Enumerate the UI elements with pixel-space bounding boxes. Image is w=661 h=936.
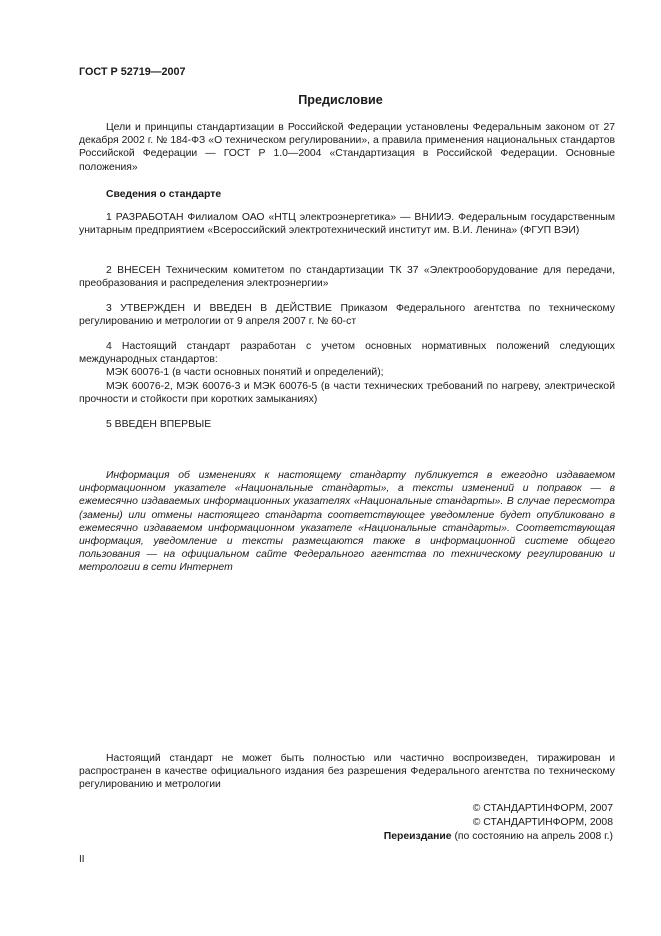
item-4-sub-2: МЭК 60076-2, МЭК 60076-3 и МЭК 60076-5 (в части технических требований по нагреву, электрической прочности и стойкости при коротких замыканиях)	[79, 380, 615, 405]
intro-text: Цели и принципы стандартизации в Российской Федерации установлены Федеральным законом от 27 декабря 2002 г. № 184-ФЗ «О техническом регулировании», а правила применения национальных стандартов Российской Федерации — ГОСТ Р 1.0—2004 «Стандартизация в Российской Федерации. Основные положения»	[79, 122, 615, 173]
item-5-text: 5 ВВЕДЕН ВПЕРВЫЕ	[106, 419, 212, 430]
item-3-text: 3 УТВЕРЖДЕН И ВВЕДЕН В ДЕЙСТВИЕ Приказом Федерального агентства по техническому регулированию и метрологии от 9 апреля 2007 г. № 60-ст	[79, 303, 615, 328]
reproduction-block	[79, 752, 615, 792]
notice-block	[79, 469, 615, 575]
item-3	[79, 302, 615, 328]
copyright-2007: © СТАНДАРТИНФОРМ, 2007	[472, 803, 613, 814]
document-id-header: ГОСТ Р 52719—2007	[79, 66, 186, 78]
item-4-sub-1: МЭК 60076-1 (в части основных понятий и определений);	[106, 367, 384, 379]
reissue-label: Переиздание	[383, 831, 452, 842]
item-2	[79, 264, 615, 290]
intro-paragraph	[79, 121, 615, 174]
item-4-text: 4 Настоящий стандарт разработан с учетом основных нормативных положений следующих международных стандартов:	[79, 341, 615, 366]
item-4	[79, 340, 615, 406]
reproduction-text: Настоящий стандарт не может быть полностью или частично воспроизведен, тиражирован и распространен в качестве официального издания без разрешения Федерального агентства по техническому регулированию и метрологии	[79, 753, 615, 791]
notice-text: Информация об изменениях к настоящему стандарту публикуется в ежегодно издаваемом информационном указателе «Национальные стандарты», а тексты изменений и поправок — в ежемесячно издаваемых информационных указателях «Национальные стандарты». В случае пересмотра (замены) или отмены настоящего стандарта соответствующее уведомление будет опубликовано в ежемесячно издаваемом информационном указателе «Национальные стандарты». Соответствующая информация, уведомление и тексты размещаются также в информационной системе общего пользования — на официальном сайте Федерального агентства по техническому регулированию и метрологии в сети Интернет	[79, 470, 615, 574]
page-number: II	[79, 854, 85, 865]
item-1-text: 1 РАЗРАБОТАН Филиалом ОАО «НТЦ электроэнергетика» — ВНИИЭ. Федеральным государственным унитарным предприятием «Всероссийский электротехнический институт им. В.И. Ленина» (ФГУП ВЭИ)	[79, 212, 615, 237]
page-title: Предисловие	[298, 93, 383, 107]
item-5	[79, 418, 615, 431]
reissue-note: (по состоянию на апрель 2008 г.)	[454, 831, 613, 842]
reissue-line	[384, 830, 613, 843]
section-heading-block	[79, 188, 615, 201]
copyright-2008: © СТАНДАРТИНФОРМ, 2008	[472, 817, 613, 828]
item-2-text: 2 ВНЕСЕН Техническим комитетом по стандартизации ТК 37 «Электрооборудование для передачи, преобразования и распределения электроэнергии»	[79, 265, 615, 290]
section-heading: Сведения о стандарте	[106, 189, 222, 200]
item-1	[79, 211, 615, 237]
